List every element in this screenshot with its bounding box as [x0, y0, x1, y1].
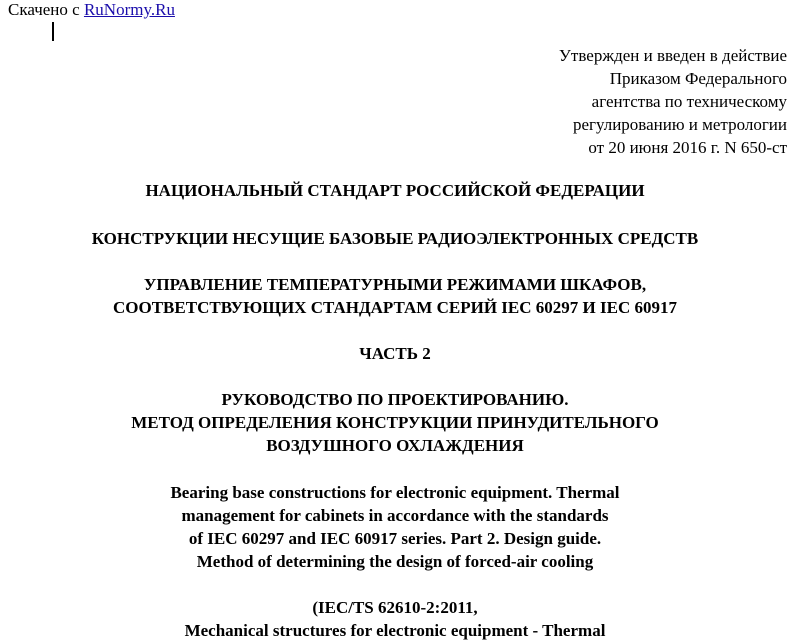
reference-block [0, 596, 790, 642]
part-title-line: РУКОВОДСТВО ПО ПРОЕКТИРОВАНИЮ. [221, 390, 569, 409]
approval-block [387, 44, 787, 159]
approval-line: от 20 июня 2016 г. N 650-ст [588, 138, 787, 157]
series-title-heading [0, 227, 790, 250]
part-heading [0, 342, 790, 365]
english-title-line: of IEC 60297 and IEC 60917 series. Part 2. Design guide. [188, 529, 602, 548]
standard-type-heading [0, 179, 790, 202]
approval-line: регулированию и метрологии [572, 115, 787, 134]
runormy-link[interactable]: RuNormy.Ru [83, 0, 175, 19]
english-title-line: Bearing base constructions for electronic equipment. Thermal [170, 483, 620, 502]
part-title-line: ВОЗДУШНОГО ОХЛАЖДЕНИЯ [266, 436, 524, 455]
main-title-line: УПРАВЛЕНИЕ ТЕМПЕРАТУРНЫМИ РЕЖИМАМИ ШКАФОВ, [143, 275, 647, 294]
english-title-block [0, 481, 790, 573]
part-text: ЧАСТЬ 2 [359, 344, 431, 363]
approval-line: агентства по техническому [591, 92, 787, 111]
series-title-text: КОНСТРУКЦИИ НЕСУЩИЕ БАЗОВЫЕ РАДИОЭЛЕКТРОННЫХ СРЕДСТВ [91, 229, 699, 248]
reference-line: (IEC/TS 62610-2:2011, [312, 598, 478, 617]
source-line [8, 0, 175, 20]
english-title-line: Method of determining the design of forced-air cooling [196, 552, 594, 571]
approval-line: Утвержден и введен в действие [558, 46, 787, 65]
text-cursor [52, 22, 54, 41]
approval-line: Приказом Федерального [609, 69, 787, 88]
part-title-line: МЕТОД ОПРЕДЕЛЕНИЯ КОНСТРУКЦИИ ПРИНУДИТЕЛЬНОГО [131, 413, 659, 432]
main-title-heading [0, 273, 790, 319]
standard-type-text: НАЦИОНАЛЬНЫЙ СТАНДАРТ РОССИЙСКОЙ ФЕДЕРАЦИИ [145, 181, 645, 200]
reference-line: Mechanical structures for electronic equipment - Thermal [184, 621, 606, 640]
part-title-heading [0, 388, 790, 457]
english-title-line: management for cabinets in accordance with the standards [181, 506, 609, 525]
main-title-line: СООТВЕТСТВУЮЩИХ СТАНДАРТАМ СЕРИЙ IEC 60297 И IEC 60917 [113, 298, 677, 317]
source-prefix: Скачено с [8, 0, 84, 19]
